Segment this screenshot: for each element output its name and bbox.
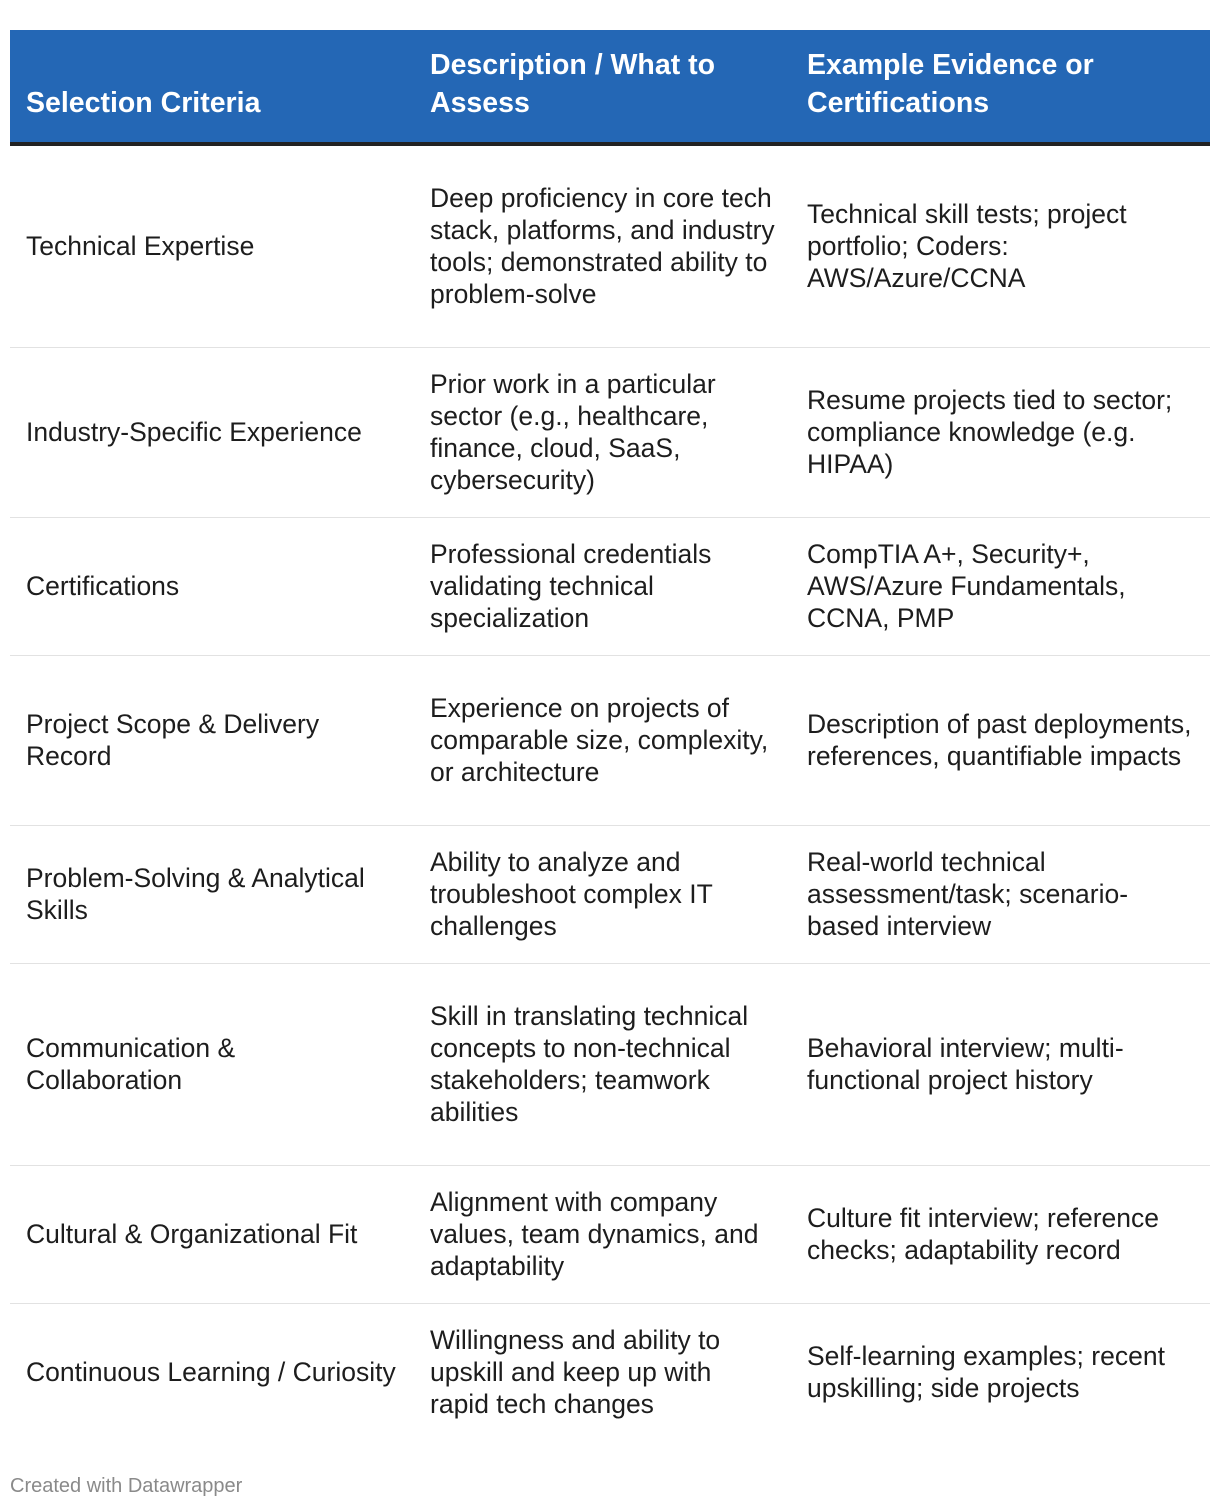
criteria-cell: Certifications: [10, 517, 414, 655]
criteria-cell: Cultural & Organizational Fit: [10, 1165, 414, 1303]
evidence-cell: Culture fit interview; reference checks; adaptability record: [791, 1165, 1210, 1303]
description-cell: Experience on projects of comparable size, complexity, or architecture: [414, 655, 791, 825]
evidence-cell: Description of past deployments, references, quantifiable impacts: [791, 655, 1210, 825]
table-row: [10, 825, 1210, 963]
evidence-cell: CompTIA A+, Security+, AWS/Azure Fundamentals, CCNA, PMP: [791, 517, 1210, 655]
criteria-cell: Project Scope & Delivery Record: [10, 655, 414, 825]
table-row: [10, 347, 1210, 517]
description-cell: Alignment with company values, team dynamics, and adaptability: [414, 1165, 791, 1303]
table-row: [10, 655, 1210, 825]
table-header: [10, 30, 1210, 144]
table-row: [10, 1303, 1210, 1441]
table-row: [10, 963, 1210, 1165]
header-selection-criteria: Selection Criteria: [10, 30, 414, 144]
criteria-cell: Communication & Collaboration: [10, 963, 414, 1165]
criteria-cell: Industry-Specific Experience: [10, 347, 414, 517]
header-description: Description / What to Assess: [414, 30, 791, 144]
evidence-cell: Resume projects tied to sector; compliance knowledge (e.g. HIPAA): [791, 347, 1210, 517]
table-body: [10, 144, 1210, 1441]
table-row: [10, 1165, 1210, 1303]
evidence-cell: Real-world technical assessment/task; scenario-based interview: [791, 825, 1210, 963]
table-row: [10, 517, 1210, 655]
evidence-cell: Technical skill tests; project portfolio; Coders: AWS/Azure/CCNA: [791, 144, 1210, 347]
description-cell: Skill in translating technical concepts to non-technical stakeholders; teamwork abilities: [414, 963, 791, 1165]
criteria-cell: Problem-Solving & Analytical Skills: [10, 825, 414, 963]
description-cell: Deep proficiency in core tech stack, platforms, and industry tools; demonstrated ability to problem-solve: [414, 144, 791, 347]
description-cell: Willingness and ability to upskill and keep up with rapid tech changes: [430, 1325, 721, 1420]
header-row: [10, 30, 1210, 144]
criteria-cell: Technical Expertise: [10, 144, 414, 347]
datawrapper-credit[interactable]: Created with Datawrapper: [10, 1475, 243, 1497]
header-evidence: Example Evidence or Certifications: [791, 30, 1210, 144]
description-cell: Prior work in a particular sector (e.g., healthcare, finance, cloud, SaaS, cybersecurity): [414, 347, 791, 517]
description-cell: Ability to analyze and troubleshoot complex IT challenges: [414, 825, 791, 963]
evidence-cell: Self-learning examples; recent upskilling; side projects: [807, 1341, 1165, 1404]
criteria-cell: Continuous Learning / Curiosity: [26, 1357, 396, 1388]
table-row: [10, 144, 1210, 347]
description-cell: Professional credentials validating technical specialization: [414, 517, 791, 655]
criteria-table-container: [10, 30, 1210, 1441]
criteria-table: [10, 30, 1210, 1441]
evidence-cell: Behavioral interview; multi-functional project history: [791, 963, 1210, 1165]
